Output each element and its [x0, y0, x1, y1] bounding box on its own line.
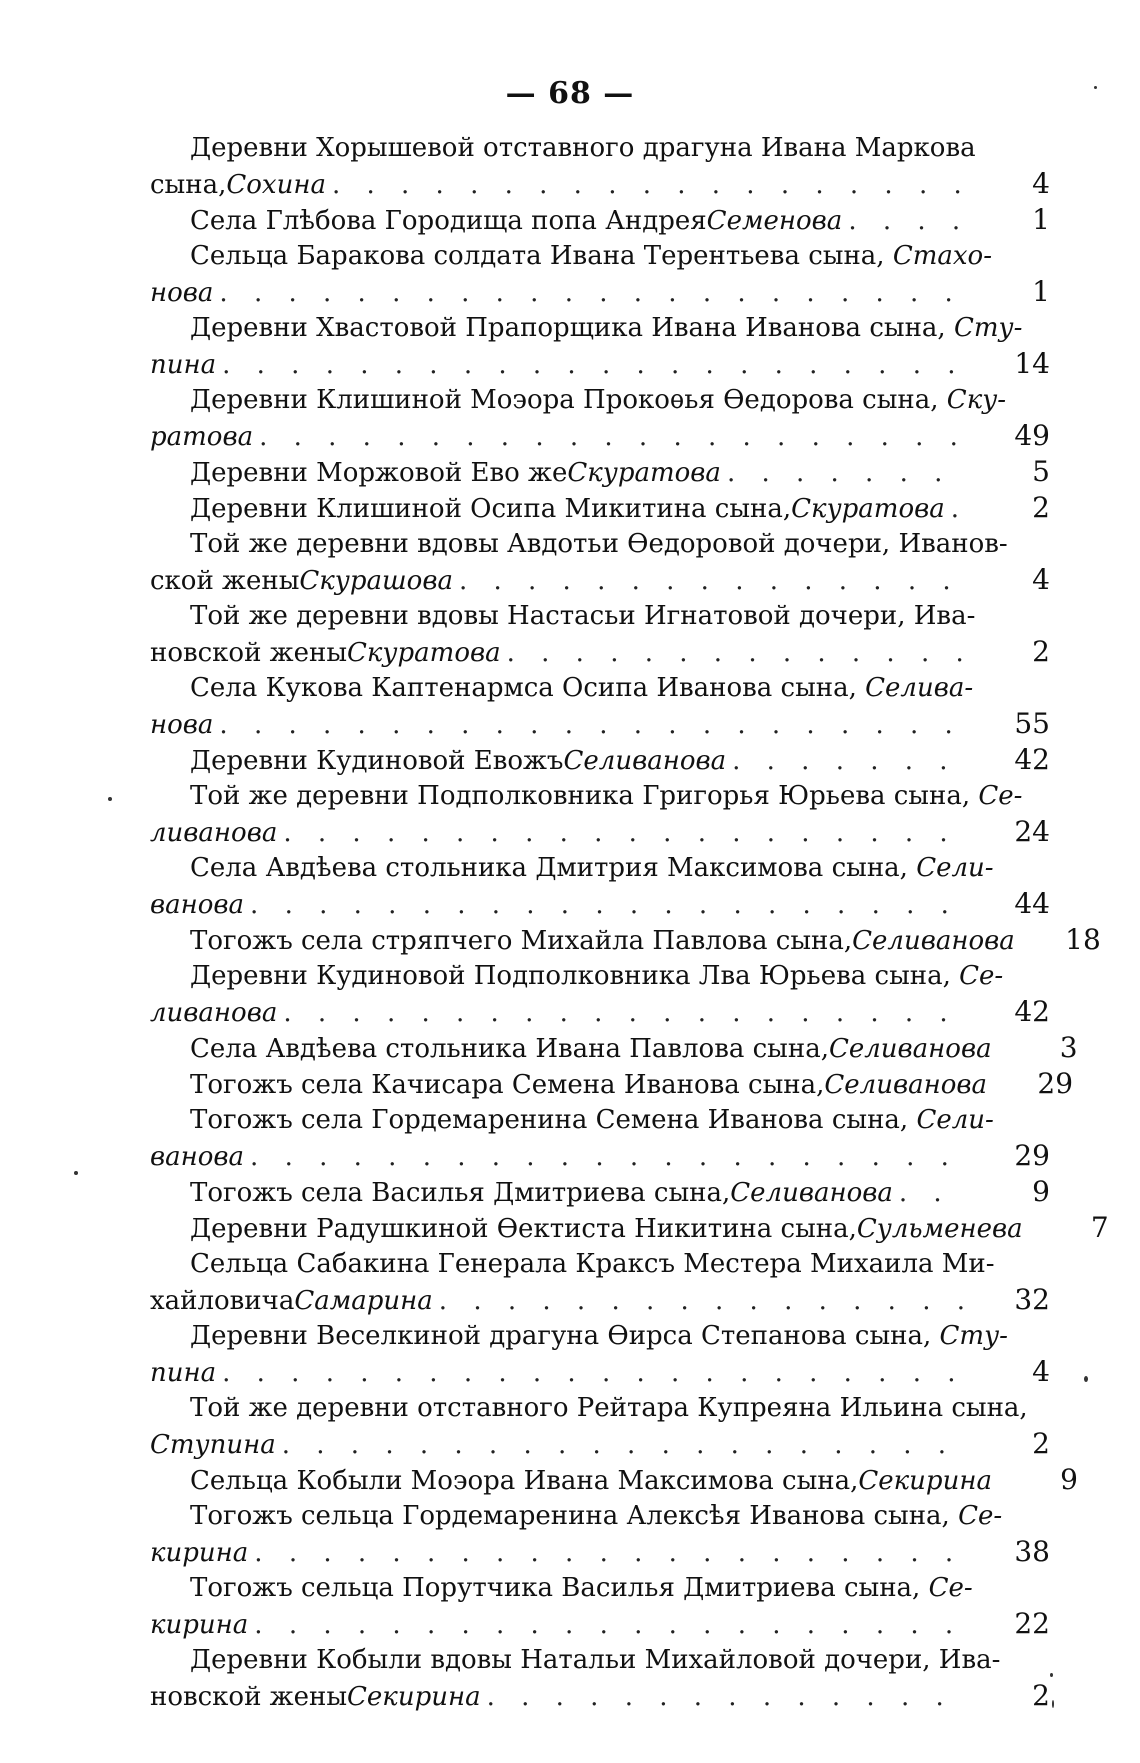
entry-text: Той же деревни вдовы Авдотьи Ѳедоровой дочери, Иванов- — [190, 529, 1008, 559]
surname-part: Се- — [928, 1573, 973, 1603]
entry-line — [150, 1030, 1078, 1066]
surname: Секирина — [858, 1466, 992, 1496]
entry — [150, 742, 1050, 778]
surname: Селиванова — [563, 746, 727, 776]
entry-line — [150, 490, 1050, 526]
surname: Селиванова — [852, 926, 1015, 956]
surname: Селиванова — [824, 1070, 988, 1100]
entry — [150, 454, 1050, 490]
entry-line — [150, 274, 1050, 310]
entry-line — [150, 166, 1050, 202]
entry-line — [150, 1498, 1050, 1534]
entry-count: 7 — [1090, 1211, 1109, 1244]
dot-leader — [219, 707, 970, 743]
entry — [150, 1462, 1078, 1498]
surname: кирина — [150, 1538, 249, 1568]
entry-text: Деревни Моржовой Ево же — [190, 458, 568, 488]
entry-count: 2 — [1032, 491, 1050, 524]
entry-text: Села Авдѣева стольника Дмитрия Максимова сына, — [190, 853, 917, 883]
entry-line — [150, 526, 1050, 562]
dot-leader — [727, 455, 970, 491]
entry-count: 14 — [1014, 347, 1050, 380]
dot-leader — [459, 563, 970, 599]
surname: Скуратова — [347, 638, 501, 668]
entry-line — [150, 1174, 1050, 1210]
entry-line — [150, 454, 1050, 490]
entry-line — [150, 670, 1050, 706]
entry-text: Той же деревни Подполковника Григорья Юрьева сына, — [190, 781, 979, 811]
dot-leader — [222, 1355, 970, 1391]
dot-leader — [219, 275, 970, 311]
surname: Ступина — [150, 1430, 276, 1460]
scan-speck — [1084, 1376, 1088, 1382]
entry-line — [150, 238, 1050, 274]
entry-line — [150, 1354, 1050, 1390]
entry-count: 3 — [1059, 1031, 1078, 1064]
entry — [150, 598, 1050, 670]
entry-text: Деревни Клишиной Моэора Прокоѳья Ѳедорова сына, — [190, 385, 947, 415]
entry-line — [150, 1066, 1074, 1102]
entry-count: 9 — [1032, 1175, 1050, 1208]
entry-line — [150, 778, 1050, 814]
entry — [150, 490, 1050, 526]
entry-line — [150, 814, 1050, 850]
entry-line — [150, 634, 1050, 670]
dot-leader — [222, 347, 970, 383]
entry — [150, 1570, 1050, 1642]
entry-line — [150, 1246, 1050, 1282]
entry — [150, 1102, 1050, 1174]
entry-line — [150, 1390, 1050, 1426]
entry — [150, 382, 1050, 454]
dot-leader — [254, 1535, 970, 1571]
entry-text: Тогожъ села Гордемаренина Семена Иванова сына, — [190, 1105, 917, 1135]
dot-leader — [848, 203, 970, 239]
entry-line — [150, 994, 1050, 1030]
entry-text: Села Кукова Каптенармса Осипа Иванова сына, — [190, 673, 866, 703]
entry-text: Сельца Баракова солдата Ивана Терентьева сына, — [190, 241, 893, 271]
surname: Скуратова — [791, 494, 945, 524]
entry-text: Деревни Кудиновой Подполковника Лва Юрьева сына, — [190, 961, 960, 991]
surname: ратова — [150, 422, 254, 452]
entry — [150, 238, 1050, 310]
entry — [150, 1210, 1109, 1246]
entry-text: Деревни Кудиновой Евожъ — [190, 746, 564, 776]
dot-leader — [259, 419, 970, 455]
surname-part: Стахо- — [892, 241, 992, 271]
surname: кирина — [150, 1610, 249, 1640]
entry-line — [150, 1210, 1109, 1246]
entry-text: Села Глѣбова Городища попа Андрея — [190, 206, 707, 236]
entry-count: 55 — [1014, 707, 1050, 740]
dot-leader — [439, 1283, 970, 1319]
entry — [150, 1246, 1050, 1318]
entry-line — [150, 562, 1050, 598]
entry-text: Сельца Сабакина Генерала Краксъ Местера Михаила Ми- — [190, 1249, 995, 1279]
entry — [150, 1390, 1050, 1462]
scan-speck — [108, 797, 112, 801]
dot-leader — [507, 635, 970, 671]
entry-count: 42 — [1014, 995, 1050, 1028]
dot-leader — [254, 1607, 970, 1643]
entry-count: 1 — [1032, 275, 1050, 308]
entry-count: 1 — [1032, 203, 1050, 236]
entry-line — [150, 1534, 1050, 1570]
surname: Сульменева — [856, 1214, 1023, 1244]
entry-count: 9 — [1060, 1463, 1078, 1496]
entry-line — [150, 1102, 1050, 1138]
surname-part: Ску- — [946, 385, 1007, 415]
page-number: — 68 — — [505, 76, 635, 111]
entry — [150, 130, 1050, 202]
dot-leader — [951, 491, 970, 527]
surname-part: Се- — [978, 781, 1023, 811]
entry-text: Тогожъ села Василья Дмитриева сына, — [190, 1178, 731, 1208]
surname: Селиванова — [828, 1034, 992, 1064]
entry-count: 49 — [1014, 419, 1050, 452]
surname: нова — [150, 278, 214, 308]
entry-text: новской жены — [150, 638, 348, 668]
surname-part: Сели- — [916, 1105, 994, 1135]
dot-leader — [283, 815, 970, 851]
entry — [150, 1642, 1050, 1714]
entry-line — [150, 1606, 1050, 1642]
surname: пина — [150, 350, 217, 380]
entry-text: хайловича — [150, 1286, 295, 1316]
entry-count: 32 — [1014, 1283, 1050, 1316]
entry-count: 29 — [1014, 1139, 1050, 1172]
entry-text: Тогожъ села Качисара Семена Иванова сына, — [190, 1070, 825, 1100]
entry-line — [150, 1678, 1050, 1714]
surname-part: Сели- — [916, 853, 994, 883]
surname-part: Сту- — [939, 1321, 1008, 1351]
entry-text: Села Авдѣева стольника Ивана Павлова сына, — [190, 1034, 829, 1064]
entry-count: 42 — [1014, 743, 1050, 776]
entry-text: новской жены — [150, 1682, 348, 1712]
entry-count: 18 — [1065, 923, 1101, 956]
entry-text: сына, — [150, 170, 227, 200]
entry-text: Деревни Кобыли вдовы Натальи Михайловой дочери, Ива- — [190, 1645, 1001, 1675]
surname: пина — [150, 1358, 217, 1388]
entry — [150, 526, 1050, 598]
entry-count: 29 — [1037, 1067, 1074, 1100]
surname: Скурашова — [299, 566, 453, 596]
entry-line — [150, 130, 1050, 166]
entry-list — [150, 130, 1109, 1714]
entry-text: Деревни Клишиной Осипа Микитина сына, — [190, 494, 792, 524]
entry-count: 4 — [1032, 1355, 1050, 1388]
entry-line — [150, 1318, 1050, 1354]
entry — [150, 1174, 1050, 1210]
scan-speck — [74, 1171, 78, 1175]
entry-text: Той же деревни вдовы Настасьи Игнатовой дочери, Ива- — [190, 601, 976, 631]
entry-count: 22 — [1014, 1607, 1050, 1640]
entry — [150, 670, 1050, 742]
dot-leader — [282, 1427, 970, 1463]
entry — [150, 1318, 1050, 1390]
surname: Самарина — [294, 1286, 433, 1316]
entry-line — [150, 1462, 1078, 1498]
scan-speck — [1050, 1673, 1053, 1677]
dot-leader — [487, 1679, 970, 1715]
entry-line — [150, 418, 1050, 454]
entry-line — [150, 598, 1050, 634]
entry-line — [150, 922, 1101, 958]
entry-count: 2 — [1032, 1679, 1050, 1712]
entry-text: Тогожъ села стряпчего Михайла Павлова сына, — [190, 926, 853, 956]
entry-count: 24 — [1014, 815, 1050, 848]
entry-line — [150, 706, 1050, 742]
surname-part: Сту- — [953, 313, 1023, 343]
entry-line — [150, 850, 1050, 886]
dot-leader — [283, 995, 970, 1031]
entry — [150, 778, 1050, 850]
dot-leader — [250, 1139, 970, 1175]
entry-line — [150, 1282, 1050, 1318]
entry-text: Деревни Радушкиной Ѳектиста Никитина сына, — [190, 1214, 857, 1244]
entry — [150, 850, 1050, 922]
surname: Селиванова — [730, 1178, 893, 1208]
entry-line — [150, 202, 1050, 238]
entry-line — [150, 886, 1050, 922]
scan-speck — [1094, 86, 1097, 89]
entry-text: Деревни Хвастовой Прапорщика Ивана Иванова сына, — [190, 313, 954, 343]
surname: ливанова — [150, 818, 278, 848]
entry-count: 5 — [1032, 455, 1050, 488]
surname-part: Се- — [959, 961, 1004, 991]
entry-line — [150, 742, 1050, 778]
entry-line — [150, 1642, 1050, 1678]
surname: Скуратова — [567, 458, 721, 488]
surname: Секирина — [347, 1682, 481, 1712]
entry — [150, 1030, 1078, 1066]
dot-leader — [250, 887, 970, 923]
surname: Сохина — [226, 170, 326, 200]
entry-text: ской жены — [150, 566, 300, 596]
entry-line — [150, 958, 1050, 994]
entry-count: 2 — [1032, 635, 1050, 668]
entry-count: 4 — [1032, 167, 1050, 200]
entry-text: Тогожъ сельца Порутчика Василья Дмитриева сына, — [190, 1573, 929, 1603]
entry-text: Сельца Кобыли Моэора Ивана Максимова сына, — [190, 1466, 859, 1496]
entry-line — [150, 1570, 1050, 1606]
surname: Семенова — [706, 206, 843, 236]
entry-text: Деревни Веселкиной драгуна Ѳирса Степанова сына, — [190, 1321, 940, 1351]
scan-speck — [1052, 1700, 1054, 1708]
surname: ливанова — [150, 998, 278, 1028]
entry-text: Тогожъ сельца Гордемаренина Алексѣя Иванова сына, — [190, 1501, 959, 1531]
entry-line — [150, 346, 1050, 382]
entry — [150, 1066, 1074, 1102]
dot-leader — [332, 167, 970, 203]
dot-leader — [732, 743, 970, 779]
entry-line — [150, 310, 1050, 346]
entry — [150, 310, 1050, 382]
entry-text: Деревни Хорышевой отставного драгуна Ивана Маркова — [190, 133, 976, 163]
entry-line — [150, 1426, 1050, 1462]
surname: нова — [150, 710, 214, 740]
entry-count: 44 — [1014, 887, 1050, 920]
entry-line — [150, 1138, 1050, 1174]
entry-count: 4 — [1032, 563, 1050, 596]
entry — [150, 1498, 1050, 1570]
entry-line — [150, 382, 1050, 418]
surname-part: Селива- — [865, 673, 974, 703]
dot-leader — [899, 1175, 970, 1211]
entry-count: 2 — [1032, 1427, 1050, 1460]
surname-part: Се- — [958, 1501, 1003, 1531]
entry — [150, 958, 1050, 1030]
surname: ванова — [150, 890, 245, 920]
surname: ванова — [150, 1142, 245, 1172]
entry — [150, 922, 1101, 958]
entry-count: 38 — [1014, 1535, 1050, 1568]
entry — [150, 202, 1050, 238]
entry-text: Той же деревни отставного Рейтара Купреяна Ильина сына, — [190, 1393, 1028, 1423]
